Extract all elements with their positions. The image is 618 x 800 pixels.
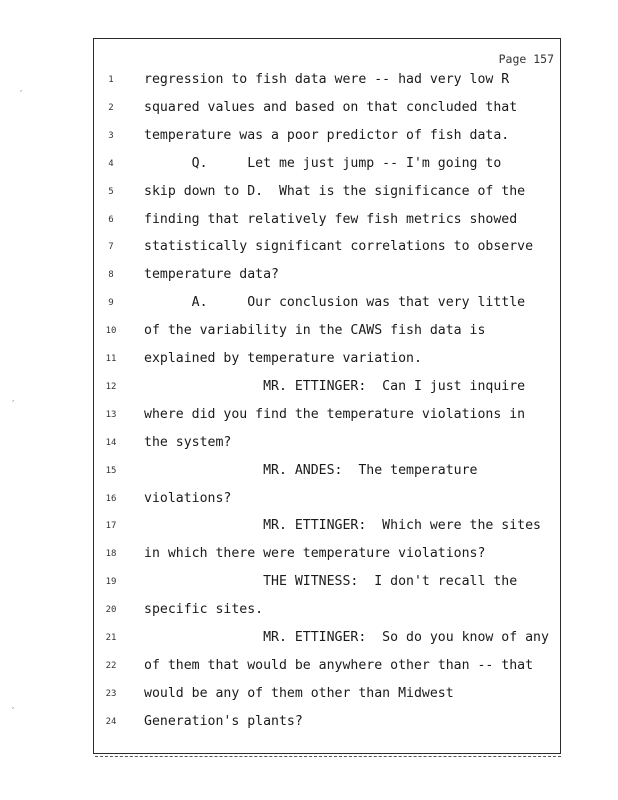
line-number: 2 [108, 102, 114, 113]
transcript-line [94, 708, 562, 736]
transcript-line [94, 485, 562, 513]
line-number: 5 [108, 186, 114, 197]
line-number: 20 [105, 605, 117, 616]
transcript-line [94, 624, 562, 652]
line-text: A. Our conclusion was that very little [144, 295, 526, 311]
line-text: MR. ETTINGER: Which were the sites [144, 518, 541, 534]
line-number: 1 [108, 75, 114, 85]
line-number: 24 [105, 716, 117, 727]
transcript-page [93, 38, 561, 754]
transcript-line [94, 178, 562, 206]
transcript-line [94, 206, 562, 234]
page-number: Page 157 [498, 52, 554, 66]
line-text: MR. ETTINGER: So do you know of any [144, 630, 549, 645]
line-text: temperature data? [144, 267, 279, 283]
line-text: of them that would be anywhere other than -- that [144, 657, 534, 673]
line-text: the system? [144, 434, 232, 450]
transcript-line [94, 596, 562, 624]
line-text: Generation's plants? [144, 713, 303, 729]
line-number: 6 [108, 214, 114, 225]
line-number: 22 [105, 660, 117, 671]
transcript-line [94, 317, 562, 345]
line-text: of the variability in the CAWS fish data is [144, 323, 486, 339]
line-number: 11 [105, 354, 117, 364]
transcript-line [94, 289, 562, 317]
line-number: 14 [105, 437, 117, 448]
line-number: 23 [105, 688, 117, 699]
line-text: finding that relatively few fish metrics showed [144, 211, 518, 227]
line-text: regression to fish data were -- had very low R [144, 72, 510, 87]
line-text: THE WITNESS: I don't recall the [144, 574, 518, 590]
line-number: 19 [105, 577, 117, 588]
margin-mark: ′ [12, 398, 15, 411]
transcript-line [94, 345, 562, 373]
transcript-line [94, 652, 562, 680]
line-text: where did you find the temperature violations in [144, 406, 526, 422]
line-text: temperature was a poor predictor of fish data. [144, 127, 510, 143]
line-text: explained by temperature variation. [144, 351, 422, 366]
line-text: statistically significant correlations to observe [144, 239, 534, 255]
transcript-line [94, 94, 562, 122]
margin-mark: ′ [20, 88, 23, 101]
line-text: would be any of them other than Midwest [144, 685, 454, 701]
transcript-line [94, 261, 562, 289]
line-text: specific sites. [144, 602, 264, 618]
line-number: 9 [108, 298, 114, 309]
line-number: 13 [105, 409, 117, 420]
line-number: 15 [105, 465, 117, 476]
line-number: 7 [108, 242, 114, 253]
transcript-line [94, 540, 562, 568]
transcript-line [94, 680, 562, 708]
transcript-line [94, 233, 562, 261]
transcript-line [94, 457, 562, 485]
line-text: in which there were temperature violations? [144, 546, 486, 562]
line-number: 17 [105, 521, 117, 532]
line-number: 18 [105, 549, 117, 560]
transcript-line [94, 512, 562, 540]
transcript-line [94, 122, 562, 150]
transcript-line [94, 401, 562, 429]
transcript-line [94, 150, 562, 178]
transcript-line [94, 373, 562, 401]
transcript-line [94, 429, 562, 457]
line-number: 12 [105, 381, 117, 392]
line-number: 3 [108, 130, 114, 141]
line-number: 8 [108, 270, 114, 281]
line-text: squared values and based on that concluded that [144, 99, 518, 115]
line-number: 10 [105, 326, 117, 337]
line-text: Q. Let me just jump -- I'm going to [144, 155, 502, 171]
page-bottom-rule [95, 756, 561, 757]
line-text: skip down to D. What is the significance of the [144, 183, 526, 199]
line-text: MR. ETTINGER: Can I just inquire [144, 378, 526, 394]
line-number: 16 [105, 493, 117, 504]
transcript-line [94, 66, 562, 94]
line-number: 21 [105, 633, 117, 643]
line-number: 4 [108, 158, 114, 169]
transcript-line [94, 568, 562, 596]
margin-mark: ′ [12, 705, 15, 718]
line-text: violations? [144, 490, 232, 506]
line-text: MR. ANDES: The temperature [144, 462, 478, 478]
